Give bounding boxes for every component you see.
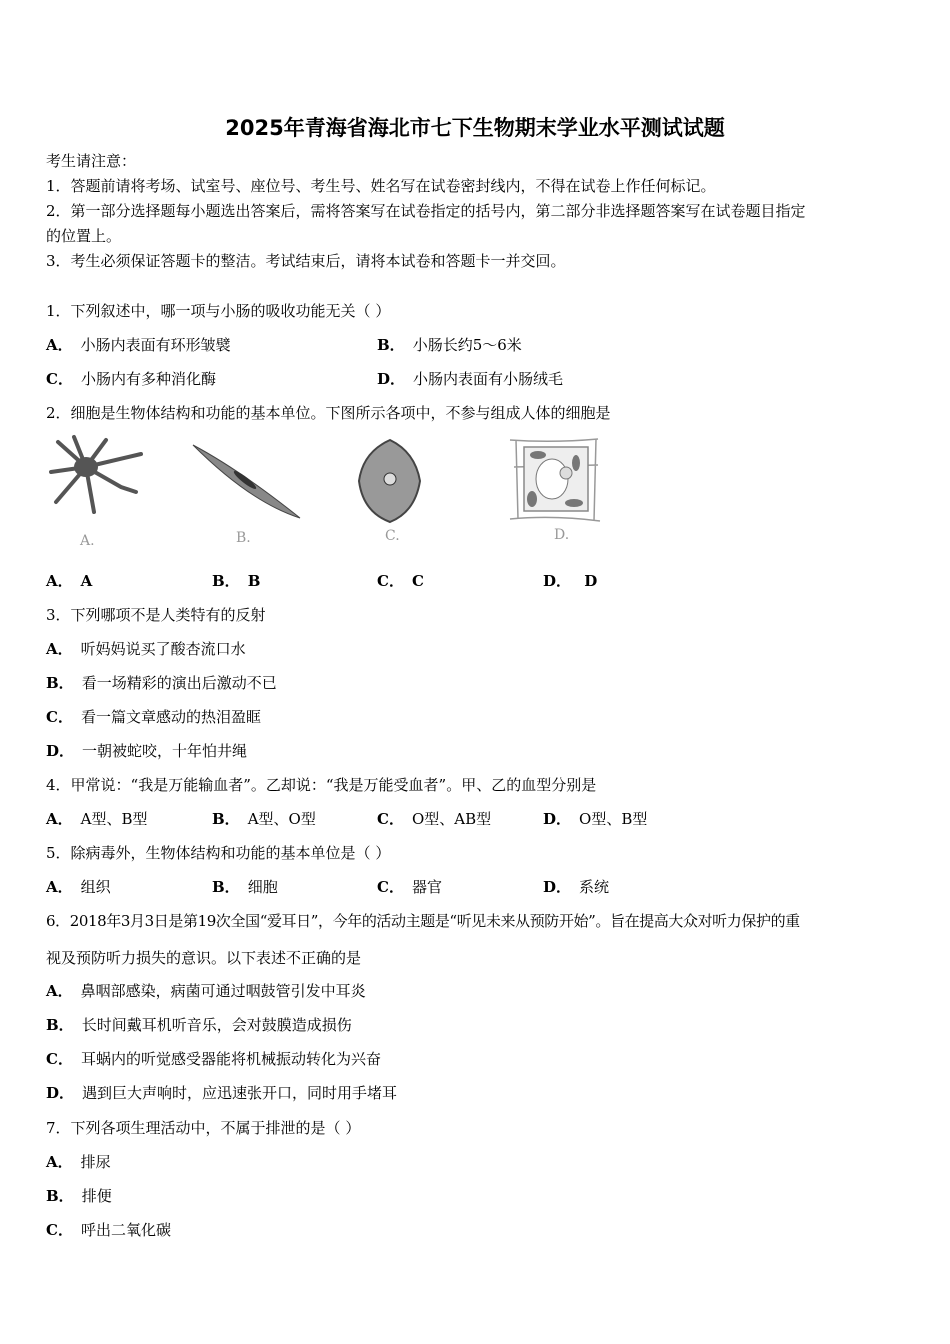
option-key: C． xyxy=(46,1221,73,1239)
q6-option-c[interactable] xyxy=(46,1049,381,1069)
q5-option-c[interactable] xyxy=(377,877,442,897)
option-key: D． xyxy=(543,810,572,828)
q4-option-c[interactable] xyxy=(377,809,491,829)
q3-option-b[interactable] xyxy=(46,673,277,693)
option-text: C xyxy=(411,572,424,590)
option-key: B． xyxy=(212,878,240,896)
notice-heading: 考生请注意： xyxy=(46,152,137,170)
option-key: A． xyxy=(46,878,73,896)
option-text: B xyxy=(247,572,261,590)
notice-line: 2．第一部分选择题每小题选出答案后，需将答案写在试卷指定的括号内，第二部分非选择题答案写在试卷题目指定 xyxy=(46,202,806,220)
option-key: A． xyxy=(46,982,73,1000)
option-key: D． xyxy=(46,1084,75,1102)
option-text: O型、B型 xyxy=(579,810,648,828)
figure-label-a: A. xyxy=(80,533,95,549)
q7-option-c[interactable] xyxy=(46,1220,171,1240)
question-5-stem: 5．除病毒外，生物体结构和功能的基本单位是（ ） xyxy=(46,844,391,862)
option-key: C． xyxy=(46,370,73,388)
question-3-stem: 3．下列哪项不是人类特有的反射 xyxy=(46,606,266,624)
option-key: B． xyxy=(212,572,240,590)
page-title: 2025年青海省海北市七下生物期末学业水平测试试题 xyxy=(225,116,725,140)
option-text: 耳蜗内的听觉感受器能将机械振动转化为兴奋 xyxy=(80,1050,381,1068)
option-text: 排便 xyxy=(81,1187,112,1205)
option-text: 遇到巨大声响时，应迅速张开口，同时用手堵耳 xyxy=(82,1084,398,1102)
notice-line: 1．答题前请将考场、试室号、座位号、考生号、姓名写在试卷密封线内，不得在试卷上作任何标记。 xyxy=(46,177,716,195)
q7-option-b[interactable] xyxy=(46,1186,112,1206)
option-text: A xyxy=(80,572,93,590)
option-key: C． xyxy=(46,708,73,726)
option-text: 小肠内表面有小肠绒毛 xyxy=(413,370,564,388)
option-text: 器官 xyxy=(411,878,442,896)
question-6-stem-cont: 视及预防听力损失的意识。以下表述不正确的是 xyxy=(46,949,362,967)
q5-option-b[interactable] xyxy=(212,877,278,897)
question-1-stem: 1．下列叙述中，哪一项与小肠的吸收功能无关（ ） xyxy=(46,302,391,320)
figure-label-b: B. xyxy=(236,530,251,546)
question-2-stem: 2．细胞是生物体结构和功能的基本单位。下图所示各项中，不参与组成人体的细胞是 xyxy=(46,404,611,422)
option-key: B． xyxy=(212,810,240,828)
option-key: C． xyxy=(377,810,404,828)
muscle-cell-figure xyxy=(190,440,305,525)
q4-option-a[interactable] xyxy=(46,809,148,829)
option-text: 看一场精彩的演出后激动不已 xyxy=(81,674,277,692)
notice-line: 3．考生必须保证答题卡的整洁。考试结束后，请将本试卷和答题卡一并交回。 xyxy=(46,252,566,270)
option-text: 小肠内有多种消化酶 xyxy=(80,370,216,388)
q1-option-c[interactable] xyxy=(46,369,216,389)
question-7-stem: 7．下列各项生理活动中，不属于排泄的是（ ） xyxy=(46,1119,361,1137)
option-key: D． xyxy=(543,572,572,590)
option-key: A． xyxy=(46,810,73,828)
option-key: D． xyxy=(543,878,572,896)
option-text: 细胞 xyxy=(247,878,278,896)
option-key: D． xyxy=(377,370,406,388)
option-key: B． xyxy=(377,336,405,354)
figure-label-d: D. xyxy=(554,527,570,543)
q4-option-b[interactable] xyxy=(212,809,316,829)
option-text: 小肠长约5～6米 xyxy=(412,336,522,354)
option-text: 长时间戴耳机听音乐，会对鼓膜造成损伤 xyxy=(81,1016,352,1034)
q3-option-d[interactable] xyxy=(46,741,247,761)
q3-option-c[interactable] xyxy=(46,707,261,727)
plant-cell-figure xyxy=(508,437,603,522)
option-text: 小肠内表面有环形皱襞 xyxy=(80,336,231,354)
q6-option-d[interactable] xyxy=(46,1083,397,1103)
q2-option-a[interactable] xyxy=(46,571,100,591)
figure-label-c: C. xyxy=(385,528,400,544)
option-key: B． xyxy=(46,1016,74,1034)
q5-option-d[interactable] xyxy=(543,877,609,897)
option-key: A． xyxy=(46,1153,73,1171)
option-text: 看一篇文章感动的热泪盈眶 xyxy=(80,708,261,726)
q5-option-a[interactable] xyxy=(46,877,111,897)
option-key: C． xyxy=(377,878,404,896)
option-key: A． xyxy=(46,572,73,590)
q2-option-c[interactable] xyxy=(377,571,432,591)
neuron-cell-figure xyxy=(46,432,146,522)
q1-option-a[interactable] xyxy=(46,335,231,355)
option-text: D xyxy=(579,572,598,590)
option-key: C． xyxy=(377,572,404,590)
option-key: A． xyxy=(46,336,73,354)
q1-option-d[interactable] xyxy=(377,369,563,389)
option-text: 呼出二氧化碳 xyxy=(80,1221,171,1239)
option-text: 组织 xyxy=(80,878,111,896)
q6-option-b[interactable] xyxy=(46,1015,352,1035)
option-text: O型、AB型 xyxy=(411,810,492,828)
option-key: A． xyxy=(46,640,73,658)
option-key: C． xyxy=(46,1050,73,1068)
option-text: 听妈妈说买了酸杏流口水 xyxy=(80,640,246,658)
option-text: 一朝被蛇咬，十年怕井绳 xyxy=(82,742,248,760)
option-key: B． xyxy=(46,674,74,692)
q2-option-b[interactable] xyxy=(212,571,268,591)
option-text: 鼻咽部感染，病菌可通过咽鼓管引发中耳炎 xyxy=(80,982,366,1000)
option-text: A型、O型 xyxy=(247,810,316,828)
notice-line: 的位置上。 xyxy=(46,227,122,245)
option-key: D． xyxy=(46,742,75,760)
q6-option-a[interactable] xyxy=(46,981,366,1001)
option-key: B． xyxy=(46,1187,74,1205)
option-text: A型、B型 xyxy=(80,810,148,828)
q2-option-d[interactable] xyxy=(543,571,605,591)
q1-option-b[interactable] xyxy=(377,335,522,355)
epithelial-cell-figure xyxy=(355,437,425,525)
q4-option-d[interactable] xyxy=(543,809,647,829)
option-text: 系统 xyxy=(579,878,610,896)
question-4-stem: 4．甲常说：“我是万能输血者”。乙却说：“我是万能受血者”。甲、乙的血型分别是 xyxy=(46,776,597,794)
option-text: 排尿 xyxy=(80,1153,111,1171)
q7-option-a[interactable] xyxy=(46,1152,111,1172)
q3-option-a[interactable] xyxy=(46,639,246,659)
question-6-stem: 6．2018年3月3日是第19次全国“爱耳日”，今年的活动主题是“听见未来从预防开始”。旨在提高大众对听力保护的重 xyxy=(46,912,800,930)
